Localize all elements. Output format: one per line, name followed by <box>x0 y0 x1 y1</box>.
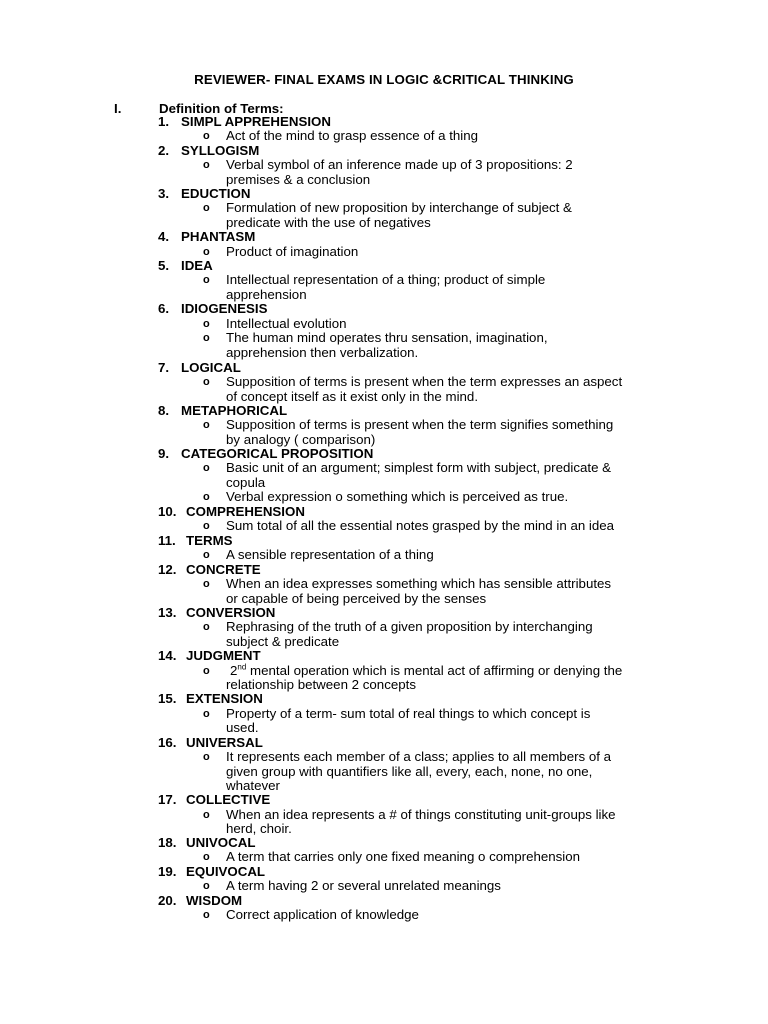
term-number: 1. <box>158 114 170 129</box>
term-name: JUDGMENT <box>186 648 261 663</box>
term-number: 16. <box>158 735 177 750</box>
bullet-marker: o <box>203 665 210 677</box>
definition-text: The human mind operates thru sensation, imagination, <box>226 330 548 345</box>
section-number: I. <box>114 101 122 116</box>
ordinal-suffix: nd <box>237 662 247 672</box>
bullet-marker: o <box>203 246 210 258</box>
term-number: 2. <box>158 143 170 158</box>
section-title: Definition of Terms: <box>159 101 284 116</box>
bullet-marker: o <box>203 809 210 821</box>
term-number: 14. <box>158 648 177 663</box>
definition-continuation: copula <box>226 475 266 490</box>
definition-text: A term that carries only one fixed meaning o comprehension <box>226 849 581 864</box>
bullet-marker: o <box>203 332 210 344</box>
bullet-marker: o <box>203 578 210 590</box>
term-number: 9. <box>158 446 170 461</box>
definition-text: Basic unit of an argument; simplest form with subject, predicate & <box>226 460 612 475</box>
definition-text: Intellectual evolution <box>226 316 347 331</box>
definition-line: mental operation which is mental act of affirming or denying the <box>246 663 623 678</box>
definition-continuation: relationship between 2 concepts <box>226 677 416 692</box>
term-number: 17. <box>158 792 177 807</box>
definition-text: Formulation of new proposition by interchange of subject & <box>226 200 572 215</box>
term-name: LOGICAL <box>181 360 241 375</box>
term-name: UNIVOCAL <box>186 835 256 850</box>
bullet-marker: o <box>203 202 210 214</box>
definition-continuation: predicate with the use of negatives <box>226 215 431 230</box>
definition-text: Product of imagination <box>226 244 359 259</box>
definition-continuation: used. <box>226 720 259 735</box>
definition-continuation: given group with quantifiers like all, every, each, none, no one, <box>226 764 593 779</box>
bullet-marker: o <box>203 159 210 171</box>
bullet-marker: o <box>203 621 210 633</box>
definition-text: Verbal expression o something which is perceived as true. <box>226 489 569 504</box>
term-number: 4. <box>158 229 170 244</box>
term-number: 3. <box>158 186 170 201</box>
term-number: 19. <box>158 864 177 879</box>
bullet-marker: o <box>203 130 210 142</box>
term-name: CATEGORICAL PROPOSITION <box>181 446 374 461</box>
term-number: 18. <box>158 835 177 850</box>
term-name: UNIVERSAL <box>186 735 263 750</box>
definition-text: When an idea expresses something which has sensible attributes <box>226 576 612 591</box>
term-name: EXTENSION <box>186 691 263 706</box>
bullet-marker: o <box>203 376 210 388</box>
definition-continuation: of concept itself as it exist only in the mind. <box>226 389 479 404</box>
definition-text: Intellectual representation of a thing; product of simple <box>226 272 546 287</box>
definition-text: Supposition of terms is present when the term expresses an aspect <box>226 374 623 389</box>
document-title: REVIEWER- FINAL EXAMS IN LOGIC &CRITICAL THINKING <box>194 72 574 87</box>
term-name: CONVERSION <box>186 605 276 620</box>
definition-continuation: apprehension then verbalization. <box>226 345 419 360</box>
definition-continuation: subject & predicate <box>226 634 340 649</box>
bullet-marker: o <box>203 851 210 863</box>
bullet-marker: o <box>203 708 210 720</box>
term-number: 12. <box>158 562 177 577</box>
definition-text: Verbal symbol of an inference made up of 3 propositions: 2 <box>226 157 573 172</box>
term-name: TERMS <box>186 533 233 548</box>
term-name: PHANTASM <box>181 229 256 244</box>
definition-text: Sum total of all the essential notes grasped by the mind in an idea <box>226 518 615 533</box>
bullet-marker: o <box>203 880 210 892</box>
definition-continuation: apprehension <box>226 287 307 302</box>
bullet-marker: o <box>203 491 210 503</box>
term-name: SYLLOGISM <box>181 143 260 158</box>
definition-text: It represents each member of a class; applies to all members of a <box>226 749 612 764</box>
definition-text <box>230 663 622 678</box>
term-number: 5. <box>158 258 170 273</box>
term-name: COLLECTIVE <box>186 792 271 807</box>
term-number: 15. <box>158 691 177 706</box>
term-number: 10. <box>158 504 177 519</box>
definition-text: Supposition of terms is present when the term signifies something <box>226 417 614 432</box>
term-name: COMPREHENSION <box>186 504 305 519</box>
term-number: 8. <box>158 403 170 418</box>
definition-text: A term having 2 or several unrelated meanings <box>226 878 501 893</box>
bullet-marker: o <box>203 274 210 286</box>
definition-text: A sensible representation of a thing <box>226 547 434 562</box>
term-name: METAPHORICAL <box>181 403 288 418</box>
bullet-marker: o <box>203 520 210 532</box>
definition-continuation: premises & a conclusion <box>226 172 371 187</box>
bullet-marker: o <box>203 751 210 763</box>
bullet-marker: o <box>203 909 210 921</box>
bullet-marker: o <box>203 419 210 431</box>
definition-continuation: herd, choir. <box>226 821 292 836</box>
definition-text: Correct application of knowledge <box>226 907 419 922</box>
definition-text: Property of a term- sum total of real things to which concept is <box>226 706 591 721</box>
term-number: 11. <box>158 533 176 548</box>
definition-continuation: whatever <box>226 778 280 793</box>
definition-text: Act of the mind to grasp essence of a thing <box>226 128 479 143</box>
term-name: CONCRETE <box>186 562 261 577</box>
term-number: 6. <box>158 301 170 316</box>
term-number: 20. <box>158 893 177 908</box>
term-name: EDUCTION <box>181 186 251 201</box>
term-name: WISDOM <box>186 893 243 908</box>
term-name: IDEA <box>181 258 213 273</box>
term-number: 13. <box>158 605 177 620</box>
term-name: EQUIVOCAL <box>186 864 266 879</box>
definition-text: When an idea represents a # of things constituting unit-groups like <box>226 807 616 822</box>
definition-text: Rephrasing of the truth of a given proposition by interchanging <box>226 619 593 634</box>
term-name: SIMPL APPREHENSION <box>181 114 331 129</box>
bullet-marker: o <box>203 549 210 561</box>
bullet-marker: o <box>203 462 210 474</box>
ordinal-number: 2 <box>230 663 238 678</box>
term-name: IDIOGENESIS <box>181 301 268 316</box>
definition-continuation: or capable of being perceived by the senses <box>226 591 487 606</box>
definition-continuation: by analogy ( comparison) <box>226 432 376 447</box>
bullet-marker: o <box>203 318 210 330</box>
term-number: 7. <box>158 360 170 375</box>
